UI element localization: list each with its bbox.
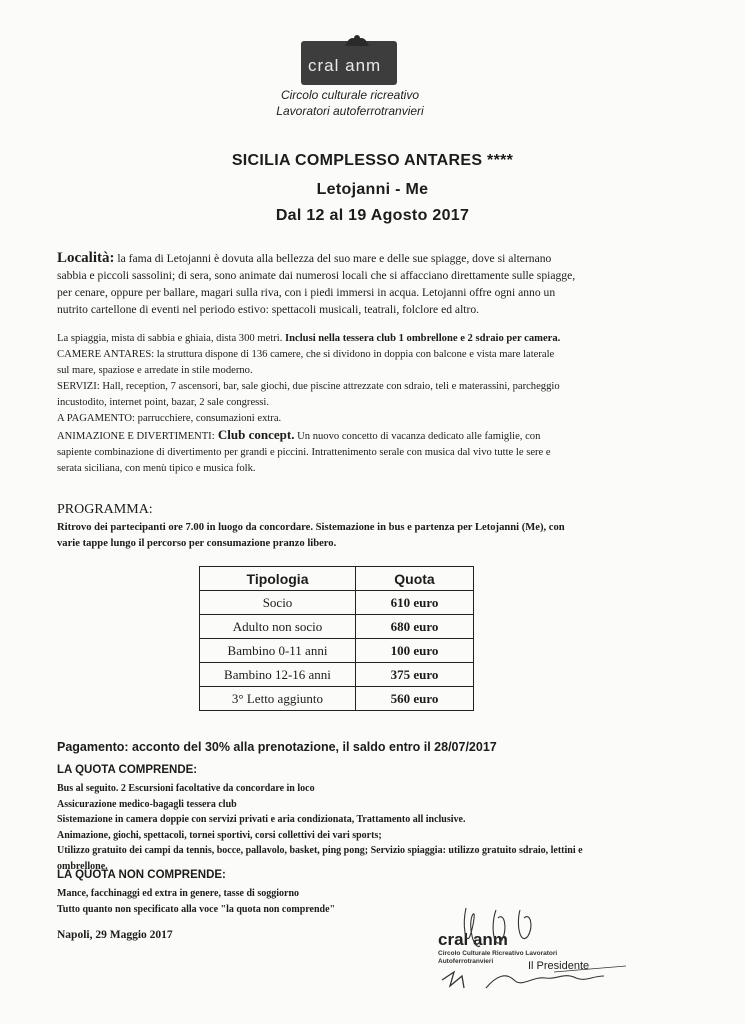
payment-terms: Pagamento: acconto del 30% alla prenotazione, il saldo entro il 28/07/2017 bbox=[57, 740, 497, 754]
comprende-label: LA QUOTA COMPRENDE: bbox=[57, 764, 198, 776]
table-row bbox=[200, 639, 474, 663]
location-title: Letojanni - Me bbox=[316, 181, 429, 198]
logo-text: cral anm bbox=[308, 56, 382, 75]
stamp-logo: cral anm bbox=[438, 930, 508, 949]
table-row bbox=[200, 663, 474, 687]
programma-text bbox=[57, 520, 697, 552]
row-quota: 680 euro bbox=[356, 615, 474, 639]
localita-line2: sabbia e piccoli sassolini; di sera, sono animate dai numerosi locali che si affacciano direttamente sulle spiagge, bbox=[57, 269, 576, 282]
document-date: Napoli, 29 Maggio 2017 bbox=[57, 929, 173, 941]
row-quota: 610 euro bbox=[356, 591, 474, 615]
header-tipologia: Tipologia bbox=[200, 567, 356, 591]
servizi-line1 bbox=[57, 379, 697, 395]
camere-line2: sul mare, spaziose e arredate in stile moderno. bbox=[57, 365, 253, 376]
servizi-text1: Hall, reception, 7 ascensori, bar, sale giochi, due piscine attrezzate con sdraio, teli e materassini, parcheggio bbox=[99, 381, 560, 392]
row-tipologia: Bambino 0-11 anni bbox=[200, 639, 356, 663]
stamp-signature bbox=[436, 906, 626, 998]
pagamento-extra-label: A PAGAMENTO: bbox=[57, 413, 135, 424]
pagamento-extra-text: parrucchiere, consumazioni extra. bbox=[135, 413, 282, 424]
comprende-list bbox=[57, 781, 697, 874]
signature-icon bbox=[436, 906, 626, 998]
pagamento-extra-line bbox=[57, 411, 697, 427]
spiaggia-text: La spiaggia, mista di sabbia e ghiaia, dista 300 metri. bbox=[57, 333, 286, 344]
tagline-line1: Circolo culturale ricreativo bbox=[280, 88, 420, 102]
localita-line3: per cenare, oppure per ballare, magari sulla riva, con i piedi immersi in acqua. Letojanni offre ogni anno un bbox=[57, 286, 556, 299]
camere-text1: la struttura dispone di 136 camere, che si dividono in doppia con balcone e vista mare laterale bbox=[154, 349, 555, 360]
animazione-line2: sapiente combinazione di divertimento per grandi e piccini. Intrattenimento serale con musica dal vivo tutte le sere e bbox=[57, 447, 551, 458]
list-item: Tutto quanto non specificato alla voce "la quota non comprende" bbox=[57, 903, 336, 915]
list-item: Bus al seguito. 2 Escursioni facoltative da concordare in loco bbox=[57, 783, 315, 794]
list-item: Mance, facchinaggi ed extra in genere, tasse di soggiorno bbox=[57, 888, 300, 899]
animazione-text1: Un nuovo concetto di vacanza dedicato alle famiglie, con bbox=[294, 431, 541, 442]
servizi-label: SERVIZI: bbox=[57, 381, 100, 392]
spiaggia-line bbox=[57, 331, 697, 347]
camere-line1 bbox=[57, 347, 697, 363]
table-row bbox=[200, 615, 474, 639]
row-quota: 375 euro bbox=[356, 663, 474, 687]
price-table bbox=[199, 566, 474, 711]
localita-paragraph bbox=[57, 250, 697, 318]
servizi-line2: incustodito, internet point, bazar, 2 sale congressi. bbox=[57, 397, 269, 408]
row-tipologia: 3° Letto aggiunto bbox=[200, 687, 356, 711]
programma-line2: varie tappe lungo il percorso per consumazione pranzo libero. bbox=[57, 538, 337, 549]
camere-label: CAMERE ANTARES: bbox=[57, 349, 155, 360]
dates-title: Dal 12 al 19 Agosto 2017 bbox=[275, 207, 470, 224]
stamp-line1: Circolo Culturale Ricreativo Lavoratori bbox=[438, 950, 558, 957]
programma-line1: Ritrovo dei partecipanti ore 7.00 in luogo da concordare. Sistemazione in bus e partenza per Letojanni (Me), con bbox=[57, 522, 565, 533]
presidente-label: Il Presidente bbox=[528, 960, 590, 972]
localita-label: Località: bbox=[57, 250, 115, 266]
non-comprende-label: LA QUOTA NON COMPRENDE: bbox=[57, 869, 226, 881]
list-item: Assicurazione medico-bagagli tessera club bbox=[57, 798, 237, 810]
animazione-line1 bbox=[57, 427, 697, 445]
list-item: Utilizzo gratuito dei campi da tennis, bocce, pallavolo, basket, ping pong; Servizio spiaggia: utilizzo gratuito sdraio, lettini e bbox=[57, 845, 583, 856]
list-item: Animazione, giochi, spettacoli, tornei sportivi, corsi collettivi dei vari sports; bbox=[57, 829, 382, 841]
emblem-icon bbox=[342, 32, 372, 48]
list-item: Sistemazione in camera doppie con servizi privati e aria condizionata, Trattamento all inclusive. bbox=[57, 814, 466, 825]
list-item: ombrellone. bbox=[57, 860, 108, 872]
row-tipologia: Socio bbox=[200, 591, 356, 615]
animazione-label: ANIMAZIONE E DIVERTIMENTI: bbox=[57, 431, 215, 442]
animazione-line3: serata siciliana, con menù tipico e musica folk. bbox=[57, 463, 256, 474]
row-quota: 100 euro bbox=[356, 639, 474, 663]
programma-label: PROGRAMMA: bbox=[57, 502, 153, 517]
localita-line1: la fama di Letojanni è dovuta alla bellezza del suo mare e delle sue spiagge, dove si alternano bbox=[114, 252, 552, 265]
row-tipologia: Adulto non socio bbox=[200, 615, 356, 639]
table-header-row bbox=[200, 567, 474, 591]
tagline-line2: Lavoratori autoferrotranvieri bbox=[276, 104, 424, 118]
club-concept: Club concept. bbox=[214, 427, 295, 442]
row-tipologia: Bambino 12-16 anni bbox=[200, 663, 356, 687]
stamp-line2: Autoferrotranvieri bbox=[438, 958, 494, 965]
spiaggia-inclusi: Inclusi nella tessera club 1 ombrellone e 2 sdraio per camera. bbox=[285, 333, 561, 344]
table-row bbox=[200, 591, 474, 615]
document-title: SICILIA COMPLESSO ANTARES **** bbox=[231, 152, 514, 169]
row-quota: 560 euro bbox=[356, 687, 474, 711]
details-block bbox=[57, 331, 697, 477]
header-quota: Quota bbox=[356, 567, 474, 591]
localita-line4: nutrito cartellone di eventi nel periodo estivo: spettacoli musicali, teatrali, folclore ed altro. bbox=[57, 303, 480, 316]
table-row bbox=[200, 687, 474, 711]
